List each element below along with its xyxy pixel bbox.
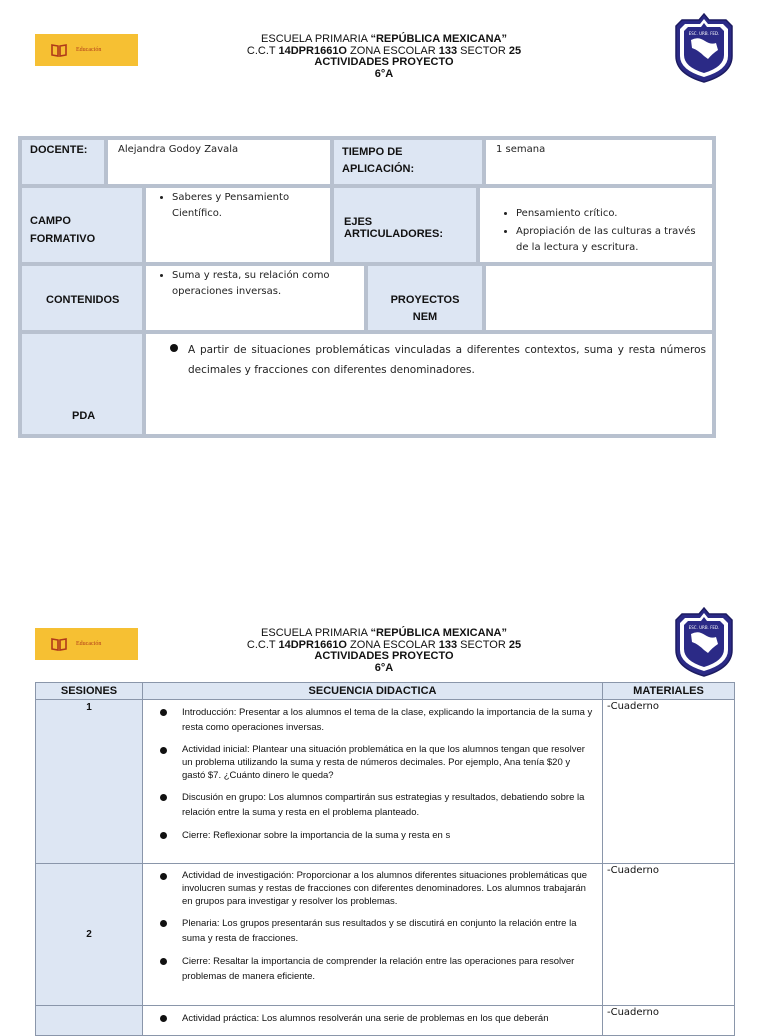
zona-label: ZONA ESCOLAR (347, 638, 439, 651)
sequence-table (35, 682, 734, 1036)
contenidos-item: • Suma y resta, su relación como operaciones inversas. (172, 268, 360, 300)
proyectos-label-text: PROYECTOS NEM (390, 294, 460, 323)
zona-number: 133 (438, 638, 458, 651)
session-number: 2 (36, 864, 143, 1006)
session-number: 1 (36, 700, 143, 864)
activity-item: Introducción: Presentar a los alumnos el tema de la clase, explicando la importancia de la suma y resta como operaciones inversas. (160, 705, 593, 735)
sector-number: 25 (508, 638, 522, 651)
school-header (0, 34, 768, 80)
school-prefix: ESCUELA PRIMARIA (261, 33, 371, 45)
activity-item: Actividad inicial: Plantear una situación problemática en la que los alumnos tengan que resolver un problema utilizando la suma y resta de números decimales. Por ejemplo, Ana tenía $20 y gastó $7. ¿Cuánto dinero le queda? (160, 743, 593, 782)
cct-code: 14DPR1661O (278, 638, 347, 651)
ejes-item: • Apropiación de las culturas a través de la lectura y escritura. (516, 224, 704, 256)
session-activities (143, 1006, 603, 1036)
pda-cell (144, 332, 714, 436)
docente-label: DOCENTE: (20, 138, 106, 186)
school-prefix: ESCUELA PRIMARIA (261, 627, 371, 639)
table-row (36, 700, 735, 864)
activity-title: ACTIVIDADES PROYECTO (314, 56, 454, 68)
zona-number: 133 (438, 44, 458, 57)
grade: 6°A (374, 661, 394, 674)
school-shield-icon (674, 606, 734, 678)
session-materials: -Cuaderno (603, 700, 735, 864)
table-row (36, 1006, 735, 1036)
session-activities (143, 864, 603, 1006)
pda-text: A partir de situaciones problemáticas vinculadas a diferentes contextos, suma y resta números decimales y fracciones con diferentes denominadores. (188, 344, 706, 376)
educacion-logo-text: Educación (76, 47, 102, 53)
session-number (36, 1006, 143, 1036)
contenidos-cell (144, 264, 366, 332)
activity-item: Discusión en grupo: Los alumnos compartirán sus estrategias y resultados, debatiendo sobre la relación entre la suma y resta en el problema planteado. (160, 790, 593, 820)
ejes-item: • Pensamiento crítico. (516, 206, 704, 222)
grade: 6°A (374, 67, 394, 80)
sector-number: 25 (508, 44, 522, 57)
sector-label: SECTOR (457, 44, 509, 57)
session-materials: -Cuaderno (603, 1006, 735, 1036)
campo-label: CAMPO FORMATIVO (20, 186, 144, 264)
table-row (36, 864, 735, 1006)
school-name: “REPÚBLICA MEXICANA” (370, 627, 507, 639)
activity-title: ACTIVIDADES PROYECTO (314, 650, 454, 662)
bullet-icon (170, 344, 178, 352)
zona-label: ZONA ESCOLAR (347, 44, 439, 57)
campo-cell (144, 186, 332, 264)
tiempo-value: 1 semana (484, 138, 714, 186)
header-sesiones: SESIONES (36, 683, 143, 700)
activity-item: Cierre: Reflexionar sobre la importancia de la suma y resta en s (160, 828, 593, 843)
header-materiales: MATERIALES (603, 683, 735, 700)
school-header (0, 628, 768, 674)
planning-table (18, 136, 716, 438)
activity-item: Cierre: Resaltar la importancia de comprender la relación entre las operaciones para resolver problemas de manera eficiente. (160, 954, 593, 984)
cct-label: C.C.T (246, 44, 279, 57)
session-activities (143, 700, 603, 864)
sector-label: SECTOR (457, 638, 509, 651)
shield-text: ESC. URB. FED. (688, 31, 720, 36)
page-1 (0, 0, 768, 470)
ejes-cell (478, 186, 714, 264)
contenidos-label: CONTENIDOS (20, 264, 144, 332)
educacion-logo-text: Educación (76, 641, 102, 647)
school-name: “REPÚBLICA MEXICANA” (370, 33, 507, 45)
pda-label: PDA (20, 332, 144, 436)
tiempo-label: TIEMPO DE APLICACIÓN: (332, 138, 484, 186)
ejes-label: EJES ARTICULADORES: (332, 186, 478, 264)
school-shield-icon (674, 12, 734, 84)
session-materials: -Cuaderno (603, 864, 735, 1006)
activity-item: Actividad práctica: Los alumnos resolverán una serie de problemas en los que deberán (160, 1011, 593, 1026)
cct-label: C.C.T (246, 638, 279, 651)
shield-text: ESC. URB. FED. (688, 625, 720, 630)
activity-item: Actividad de investigación: Proporcionar a los alumnos diferentes situaciones problemáticas que involucren sumas y restas de fracciones con diferentes denominadores. Los alumnos trabajarán en grupos para investigar y resolver los problemas. (160, 869, 593, 908)
proyectos-value (484, 264, 714, 332)
docente-value: Alejandra Godoy Zavala (106, 138, 332, 186)
activity-item: Plenaria: Los grupos presentarán sus resultados y se discutirá en conjunto la relación entre la suma y resta de fracciones. (160, 916, 593, 946)
campo-item: • Saberes y Pensamiento Científico. (172, 190, 326, 222)
proyectos-label (366, 264, 484, 332)
page-2 (0, 600, 768, 1024)
cct-code: 14DPR1661O (278, 44, 347, 57)
header-secuencia: SECUENCIA DIDACTICA (143, 683, 603, 700)
